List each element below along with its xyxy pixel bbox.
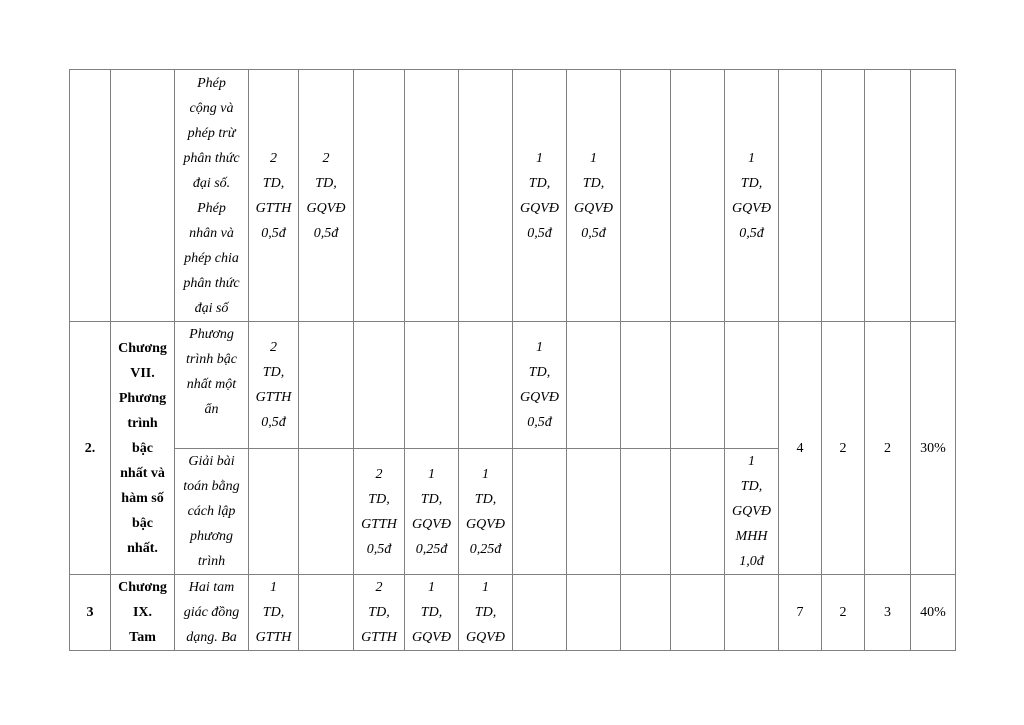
cell-line: phân thức [183,275,240,291]
total-cell [822,70,865,322]
level-cell [299,449,354,575]
level-cell [354,70,405,322]
total-cell: 7 [779,575,822,651]
percent-cell [911,70,956,322]
cell-line: Hai tam [188,580,235,595]
level-cell [459,322,513,449]
level-cell [671,322,725,449]
cell-line: TD, [740,175,763,191]
level-cell [249,575,299,651]
cell-line: IX. [132,605,153,620]
cell-line: GQVĐ [306,200,346,216]
topic-cell [175,449,249,575]
cell-line: 1,0đ [739,554,764,569]
cell-line: MHH [735,529,768,544]
total-cell: 2 [822,322,865,575]
cell-line: trình bậc [186,352,237,367]
cell-line: đại số [194,300,229,316]
cell-line: GTTH [361,516,397,532]
level-cell [671,70,725,322]
level-cell [249,70,299,322]
cell-line: TD, [528,365,551,380]
level-cell [513,322,567,449]
cell-line: nhất một [186,377,237,392]
cell-line: 0,5đ [261,415,286,430]
level-cell [513,449,567,575]
cell-line: GQVĐ [520,200,559,216]
level-cell [725,575,779,651]
cell-line: 2 [322,150,330,166]
cell-line: TD, [368,605,390,620]
cell-line: GTTH [255,200,292,216]
cell-line: TD, [420,491,443,507]
level-cell [621,70,671,322]
cell-line: phương [189,529,234,544]
chapter-cell [111,322,175,575]
cell-line: Giải bài [188,454,235,469]
cell-line: nhất. [127,540,158,556]
cell-line: dạng. Ba [186,630,237,645]
level-cell [671,575,725,651]
cell-line: GQVĐ [466,516,505,532]
cell-line: trình [197,554,226,569]
total-cell [779,70,822,322]
cell-line: Chương [118,580,167,595]
chapter-cell [111,70,175,322]
level-cell [567,70,621,322]
table-row [70,575,956,651]
percent-cell: 30% [911,322,956,575]
cell-line: 1 [428,580,435,595]
table-row [70,322,956,449]
cell-line: 0,25đ [415,541,448,557]
total-cell: 4 [779,322,822,575]
assessment-matrix-table [69,69,956,651]
cell-line: ẩn [204,402,219,417]
cell-line: trình [127,415,158,431]
level-cell [249,449,299,575]
cell-line: 1 [482,466,489,482]
level-cell [513,70,567,322]
cell-line: phân thức [183,150,240,166]
level-cell [405,449,459,575]
level-cell [459,70,513,322]
cell-line: GTTH [255,630,292,645]
cell-line: Tam [129,630,156,645]
level-cell [354,575,405,651]
cell-line: nhân và [189,225,234,241]
level-cell [299,575,354,651]
cell-line: TD, [315,175,337,191]
cell-line: 1 [428,466,435,482]
cell-line: 1 [482,580,489,595]
level-cell [725,70,779,322]
level-cell [567,322,621,449]
topic-cell [175,322,249,449]
level-cell [405,70,459,322]
level-cell [405,322,459,449]
chapter-cell [111,575,175,651]
cell-line: GQVĐ [732,200,771,216]
cell-line: giác đồng [183,605,240,620]
cell-line: TD, [474,605,497,620]
cell-line: phép trừ [187,125,236,141]
cell-line: 2 [270,340,277,355]
cell-line: TD, [474,491,497,507]
cell-line: 2 [375,580,383,595]
cell-line: Chương [118,340,167,356]
cell-line: GTTH [361,630,397,645]
cell-line: hàm số [121,490,164,506]
cell-line: TD, [528,175,551,191]
cell-line: 1 [536,340,543,355]
cell-line: Phương [118,390,167,406]
level-cell [621,322,671,449]
cell-line: cách lập [187,504,236,519]
cell-line: nhất và [120,465,165,481]
cell-line: GQVĐ [574,200,613,216]
table-row [70,70,956,322]
cell-line: 0,5đ [366,541,392,557]
cell-line: GQVĐ [732,504,771,519]
cell-line: 0,25đ [469,541,502,557]
cell-line: đại số. [192,175,231,191]
cell-line: 0,5đ [527,225,552,241]
cell-line: TD, [262,605,285,620]
level-cell [459,449,513,575]
cell-line: TD, [262,175,285,191]
row-number-cell: 2. [70,322,111,575]
cell-line: Phép [197,200,226,216]
level-cell [299,70,354,322]
level-cell [249,322,299,449]
percent-cell: 40% [911,575,956,651]
cell-line: TD, [582,175,605,191]
cell-line: cộng và [189,100,234,116]
cell-line: Phương [189,327,234,342]
cell-line: toán bằng [183,479,240,494]
level-cell [459,575,513,651]
cell-line: 1 [270,580,277,595]
cell-line: 0,5đ [581,225,606,241]
cell-line: 0,5đ [261,225,286,241]
cell-line: GQVĐ [412,630,451,645]
level-cell [405,575,459,651]
cell-line: bậc [132,515,153,531]
level-cell [354,322,405,449]
cell-line: 0,5đ [739,225,764,241]
cell-line: phép chia [184,250,239,266]
level-cell [299,322,354,449]
cell-line: TD, [420,605,443,620]
cell-line: TD, [262,365,285,380]
total-cell: 2 [822,575,865,651]
row-number-cell: 3 [70,575,111,651]
level-cell [567,449,621,575]
level-cell [354,449,405,575]
total-cell: 2 [865,322,911,575]
topic-cell [175,70,249,322]
cell-line: 1 [748,150,755,166]
cell-line: 1 [590,150,597,166]
level-cell [621,449,671,575]
level-cell [671,449,725,575]
cell-line: 2 [270,150,277,166]
level-cell [567,575,621,651]
level-cell [725,449,779,575]
cell-line: 1 [536,150,543,166]
total-cell: 3 [865,575,911,651]
total-cell [865,70,911,322]
cell-line: 0,5đ [527,415,552,430]
level-cell [513,575,567,651]
row-number-cell [70,70,111,322]
cell-line: Phép [197,75,226,91]
cell-line: VII. [130,365,155,381]
level-cell [621,575,671,651]
cell-line: 2 [375,466,383,482]
cell-line: TD, [368,491,390,507]
cell-line: bậc [132,440,153,456]
cell-line: 0,5đ [313,225,339,241]
cell-line: 1 [748,454,755,469]
cell-line: GQVĐ [466,630,505,645]
cell-line: GQVĐ [520,390,559,405]
cell-line: GQVĐ [412,516,451,532]
topic-cell [175,575,249,651]
cell-line: GTTH [255,390,292,405]
level-cell [725,322,779,449]
cell-line: TD, [740,479,763,494]
